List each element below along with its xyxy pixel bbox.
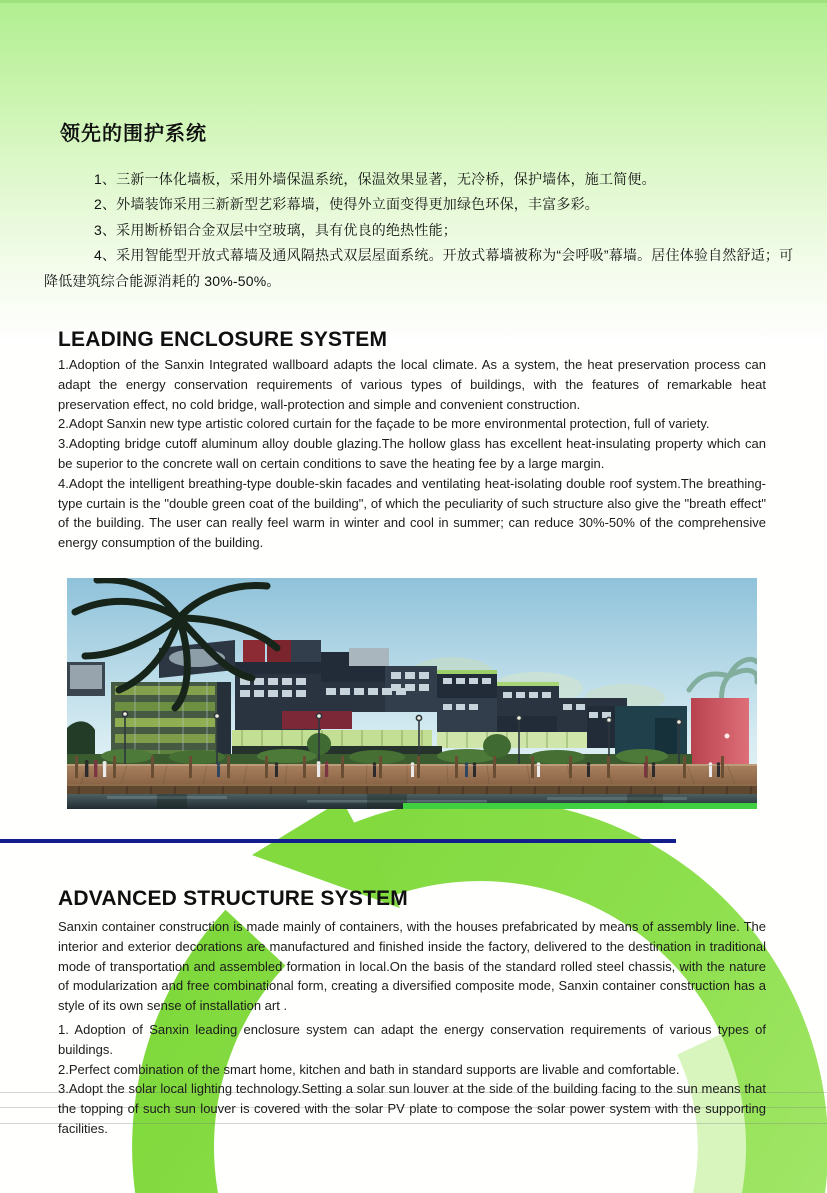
building-photo (67, 578, 757, 809)
advanced-section-body (58, 917, 766, 1139)
advanced-feature-item: 2.Perfect combination of the smart home, kitchen and bath in standard supports are livable and comfortable. (58, 1061, 680, 1077)
cn-feature-list (44, 167, 800, 294)
advanced-section-heading: ADVANCED STRUCTURE SYSTEM (58, 887, 408, 910)
leading-section-body (58, 355, 766, 553)
cn-feature-item: 1、三新一体化墙板，采用外墙保温系统，保温效果显著，无冷桥，保护墙体，施工简便。 (94, 171, 656, 187)
pink-wall-light (725, 734, 730, 739)
advanced-feature-list (58, 1020, 766, 1139)
navy-divider-line (0, 839, 676, 843)
leading-paragraph: 1.Adoption of the Sanxin Integrated wallboard adapts the local climate. As a system, the heat preservation process can adapt the energy conservation requirements of various types of buildings, with the features of remarkable heat preservation effect, no cold bridge, wall-protection and simple and convenient construction. (58, 357, 766, 412)
leading-section-heading: LEADING ENCLOSURE SYSTEM (58, 328, 388, 351)
cn-feature-item: 4、采用智能型开放式幕墙及通风隔热式双层屋面系统。开放式幕墙被称为“会呼吸”幕墙。居住体验自然舒适；可降低建筑综合能源消耗的 30%-50%。 (44, 247, 794, 289)
leading-paragraph: 4.Adopt the intelligent breathing-type double-skin facades and ventilating heat-isolating double roof system.The breathing-type curtain is the "double green coat of the building", of which the peculiarity of such structure also give the "breath effect" of the building. The user can really feel warm in winter and cool in summer; can reduce 30%-50% of the comprehensive energy consumption of the building. (58, 475, 766, 551)
pier-edge (67, 784, 757, 786)
advanced-intro: Sanxin container construction is made mainly of containers, with the houses prefabricated by means of assembly line. The interior and exterior decorations are manufactured and finished inside the factory, delivered to the destination in traditional mode of transportation and assembled formation in local.On the basis of the standard rolled steel chassis, with the nature of modularization and free combinational form, creating a diversified composite mode, Sanxin container construction has a style of its own sense of installation art . (58, 919, 766, 1014)
pink-wall (691, 698, 749, 772)
advanced-feature-item: 1. Adoption of Sanxin leading enclosure system can adapt the energy conservation requirements of various types of buildings. (58, 1021, 766, 1057)
cn-feature-item: 2、外墙装饰采用三新新型艺彩幕墙，使得外立面变得更加绿色环保，丰富多彩。 (94, 196, 599, 213)
advanced-feature-item: 3.Adopt the solar local lighting technology.Setting a solar sun louver at the side of the building facing to the sun means that the topping of such sun louver is covered with the solar PV plate to compose the solar power system with the supporting facilities. (58, 1081, 766, 1136)
leading-paragraph: 2.Adopt Sanxin new type artistic colored curtain for the façade to be more environmental protection, full of variety. (58, 416, 710, 432)
leading-paragraph: 3.Adopting bridge cutoff aluminum alloy double glazing.The hollow glass has excellent heat-insulating property which can be superior to the concrete wall on certain conditions to save the heating fee by a large margin. (58, 436, 766, 471)
cn-feature-item: 3、采用断桥铝合金双层中空玻璃，具有优良的绝热性能； (94, 221, 457, 238)
cn-section-title: 领先的围护系统 (60, 123, 207, 145)
photo-bottom-green-strip (403, 803, 757, 809)
